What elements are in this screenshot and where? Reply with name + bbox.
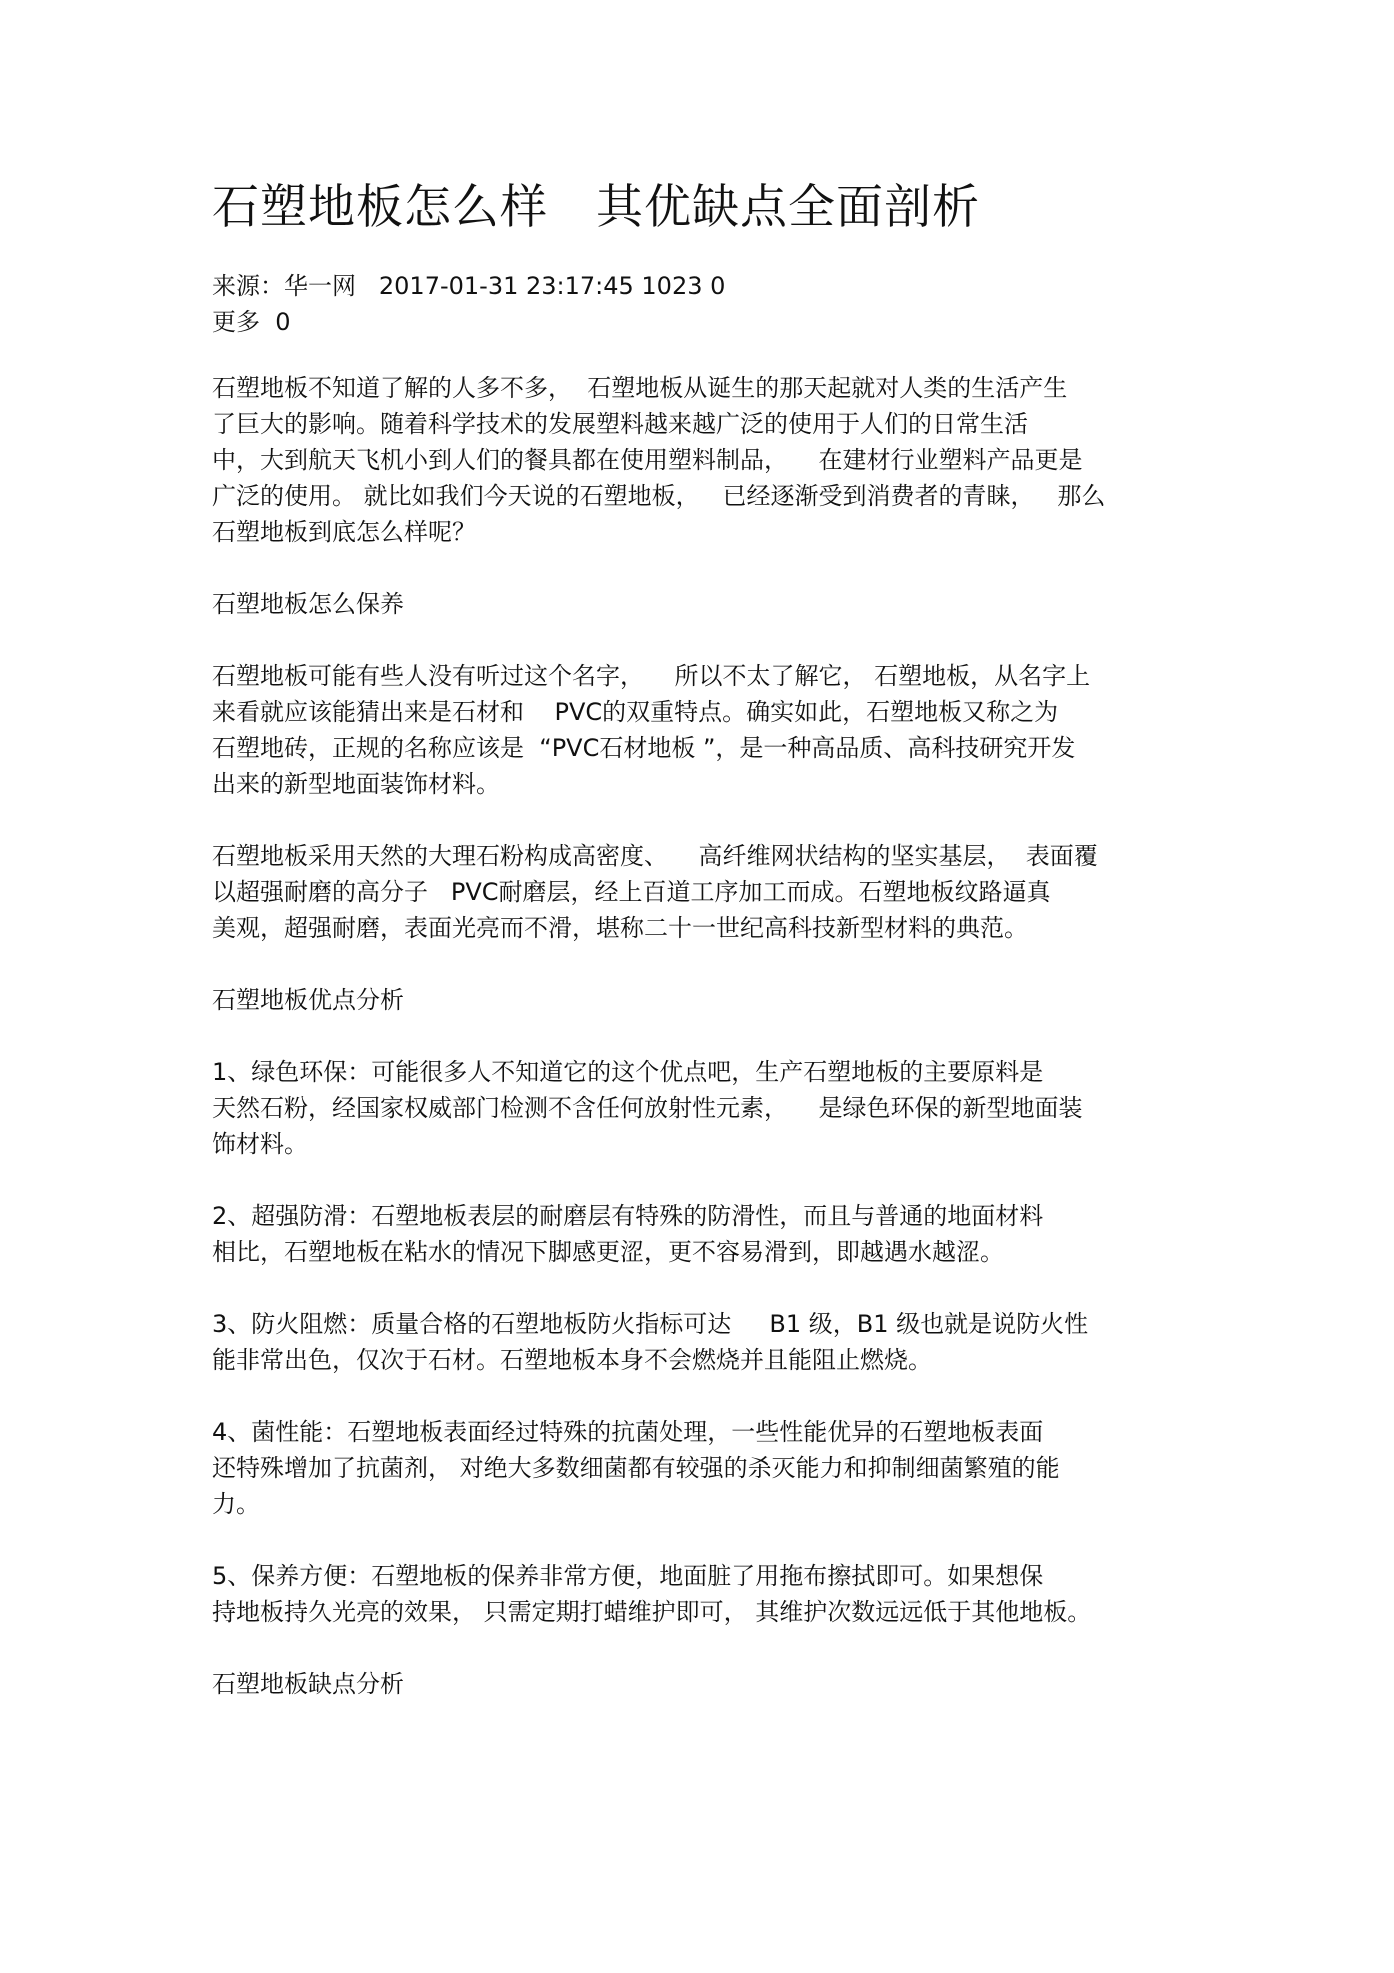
paragraph-line: 还特殊增加了抗菌剂， 对绝大多数细菌都有较强的杀灭能力和抑制细菌繁殖的能 [212,1454,1060,1482]
section-heading-advantages: 石塑地板优点分析 [212,986,404,1014]
meta-more-line: 更多 0 [212,308,291,336]
paragraph-line: 石塑地板采用天然的大理石粉构成高密度、 高纤维网状结构的坚实基层， 表面覆 [212,842,1098,870]
paragraph-line: 饰材料。 [212,1130,308,1158]
paragraph-line: 以超强耐磨的高分子 PVC耐磨层，经上百道工序加工而成。石塑地板纹路逼真 [212,878,1051,906]
paragraph-line: 石塑地板不知道了解的人多不多， 石塑地板从诞生的那天起就对人类的生活产生 [212,374,1068,402]
paragraph-advantage-5 [212,1558,1192,1630]
paragraph-advantage-3 [212,1306,1192,1378]
paragraph-advantage-1 [212,1054,1192,1162]
paragraph-structure [212,838,1192,946]
section-heading-maintenance: 石塑地板怎么保养 [212,590,404,618]
paragraph-line: 相比，石塑地板在粘水的情况下脚感更涩，更不容易滑到，即越遇水越涩。 [212,1238,1004,1266]
paragraph-line: 4、菌性能：石塑地板表面经过特殊的抗菌处理，一些性能优异的石塑地板表面 [212,1418,1044,1446]
paragraph-line: 5、保养方便：石塑地板的保养非常方便，地面脏了用拖布擦拭即可。如果想保 [212,1562,1044,1590]
paragraph-line: 广泛的使用。 就比如我们今天说的石塑地板， 已经逐渐受到消费者的青睐， 那么 [212,482,1106,510]
paragraph-line: 中，大到航天飞机小到人们的餐具都在使用塑料制品， 在建材行业塑料产品更是 [212,446,1083,474]
paragraph-line: 了巨大的影响。随着科学技术的发展塑料越来越广泛的使用于人们的日常生活 [212,410,1028,438]
paragraph-advantage-2 [212,1198,1192,1270]
paragraph-line: 来看就应该能猜出来是石材和 PVC的双重特点。确实如此，石塑地板又称之为 [212,698,1059,726]
section-heading-disadvantages: 石塑地板缺点分析 [212,1670,404,1698]
paragraph-name-origin [212,658,1192,802]
article-meta [212,268,1192,340]
document-page [212,178,1192,1738]
paragraph-line: 力。 [212,1490,260,1518]
paragraph-line: 出来的新型地面装饰材料。 [212,770,500,798]
paragraph-line: 持地板持久光亮的效果， 只需定期打蜡维护即可， 其维护次数远远低于其他地板。 [212,1598,1092,1626]
paragraph-line: 2、超强防滑：石塑地板表层的耐磨层有特殊的防滑性，而且与普通的地面材料 [212,1202,1044,1230]
meta-source-line: 来源：华一网 2017-01-31 23:17:45 1023 0 [212,272,726,300]
paragraph-line: 石塑地板可能有些人没有听过这个名字， 所以不太了解它， 石塑地板，从名字上 [212,662,1091,690]
paragraph-line: 3、防火阻燃：质量合格的石塑地板防火指标可达 B1 级，B1 级也就是说防火性 [212,1310,1089,1338]
paragraph-line: 能非常出色，仅次于石材。石塑地板本身不会燃烧并且能阻止燃烧。 [212,1346,932,1374]
article-title: 石塑地板怎么样 其优缺点全面剖析 [212,180,980,235]
paragraph-line: 天然石粉，经国家权威部门检测不含任何放射性元素， 是绿色环保的新型地面装 [212,1094,1083,1122]
paragraph-line: 石塑地砖，正规的名称应该是 “PVC石材地板 ”，是一种高品质、高科技研究开发 [212,734,1076,762]
article-body [212,370,1192,1702]
paragraph-line: 1、绿色环保：可能很多人不知道它的这个优点吧，生产石塑地板的主要原料是 [212,1058,1044,1086]
paragraph-line: 石塑地板到底怎么样呢？ [212,518,476,546]
paragraph-line: 美观，超强耐磨，表面光亮而不滑，堪称二十一世纪高科技新型材料的典范。 [212,914,1028,942]
paragraph-intro [212,370,1192,550]
paragraph-advantage-4 [212,1414,1192,1522]
